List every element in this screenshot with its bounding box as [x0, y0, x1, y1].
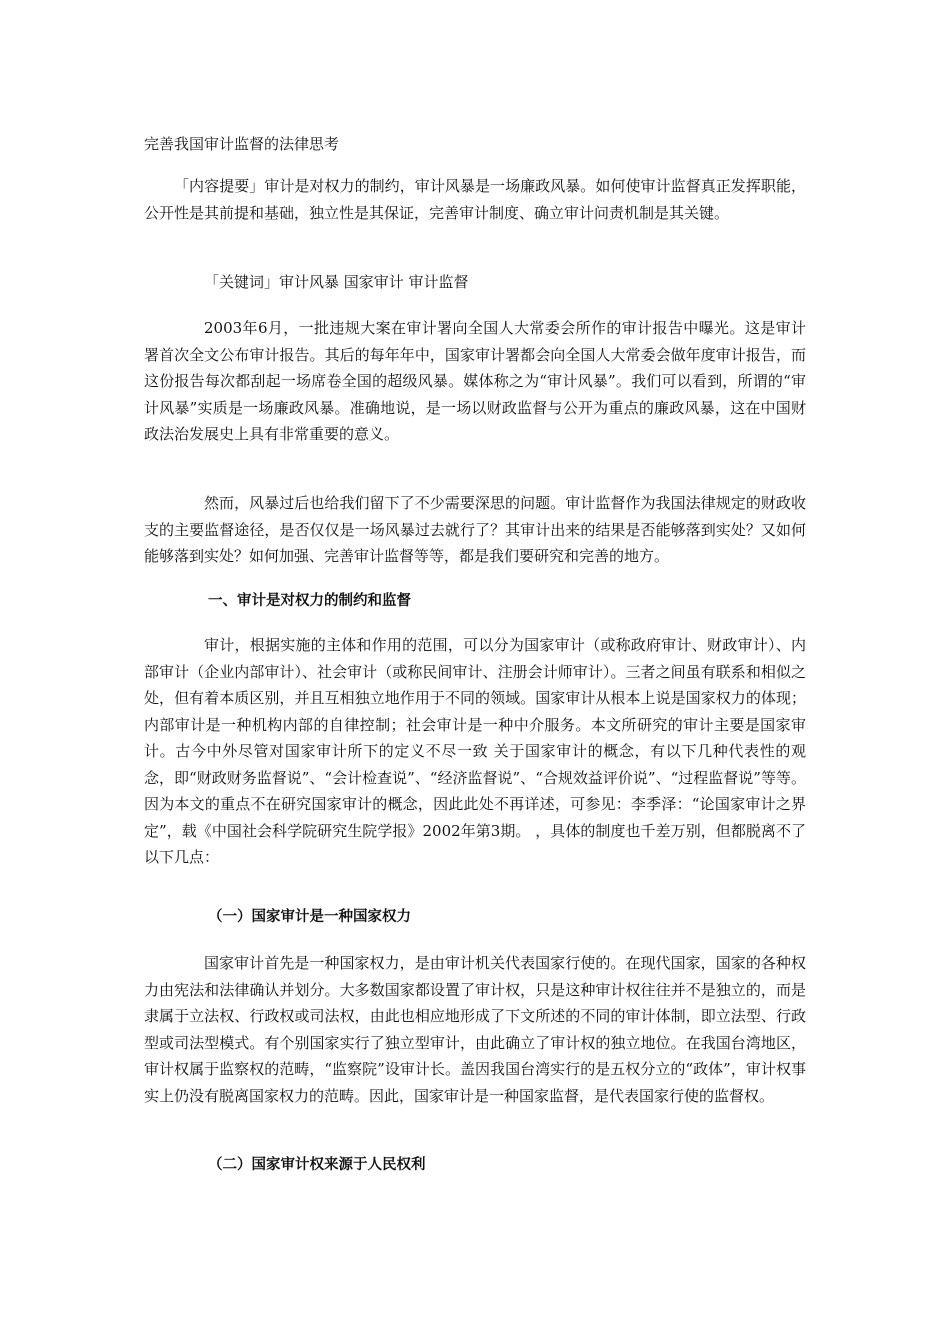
body-paragraph: 2003年6月，一批违规大案在审计署向全国人大常委会所作的审计报告中曝光。这是审计署首次全文公布审计报告。其后的每年年中，国家审计署都会向全国人大常委会做年度审计报告，而这份报告每次都刮起一场席卷全国的超级风暴。媒体称之为“审计风暴”。我们可以看到，所谓的“审计风暴”实质是一场廉政风暴。准确地说，是一场以财政监督与公开为重点的廉政风暴，这在中国财政法治发展史上具有非常重要的意义。: [144, 319, 806, 443]
document-title: 完善我国审计监督的法律思考: [144, 135, 340, 153]
abstract-paragraph: 「内容提要」审计是对权力的制约，审计风暴是一场廉政风暴。如何使审计监督真正发挥职能，公开性是其前提和基础，独立性是其保证，完善审计制度、确立审计问责机制是其关键。: [144, 177, 806, 222]
section-body-paragraph: 审计，根据实施的主体和作用的范围，可以分为国家审计（或称政府审计、财政审计）、内部审计（企业内部审计）、社会审计（或称民间审计、注册会计师审计）。三者之间虽有联系和相似之处，但有着本质区别，并且互相独立地作用于不同的领域。国家审计从根本上说是国家权力的体现；内部审计是一种机构内部的自律控制；社会审计是一种中介服务。本文所研究的审计主要是国家审计。古今中外尽管对国家审计所下的定义不尽一致 关于国家审计的概念，有以下几种代表性的观念，即“财政财务监督说”、“会计检查说”、“经济监督说”、“合规效益评价说”、“过程监督说”等等。因为本文的重点不在研究国家审计的概念，因此此处不再详述，可参见：李季泽：“论国家审计之界定”，载《中国社会科学院研究生院学报》2002年第3期。 ，具体的制度也千差万别，但都脱离不了以下几点：: [144, 636, 806, 866]
section-heading: 一、审计是对权力的制约和监督: [208, 593, 411, 609]
subsection-body-paragraph: 国家审计首先是一种国家权力，是由审计机关代表国家行使的。在现代国家，国家的各种权力由宪法和法律确认并划分。大多数国家都设置了审计权，只是这种审计权往往并不是独立的，而是隶属于立法权、行政权或司法权，由此也相应地形成了下文所述的不同的审计体制，即立法型、行政型或司法型模式。有个别国家实行了独立型审计，由此确立了审计权的独立地位。在我国台湾地区，审计权属于监察权的范畴，“监察院”设审计长。盖因我国台湾实行的是五权分立的“政体”，审计权事实上仍没有脱离国家权力的范畴。因此，国家审计是一种国家监督，是代表国家行使的监督权。: [144, 954, 806, 1105]
body-paragraph: 然而，风暴过后也给我们留下了不少需要深思的问题。审计监督作为我国法律规定的财政收支的主要监督途径，是否仅仅是一场风暴过去就行了？其审计出来的结果是否能够落到实处？又如何能够落到实处？如何加强、完善审计监督等等，都是我们要研究和完善的地方。: [144, 494, 806, 565]
keywords-paragraph: 「关键词」审计风暴 国家审计 审计监督: [204, 273, 469, 291]
subsection-heading: （一）国家审计是一种国家权力: [208, 909, 411, 925]
subsection-heading: （二）国家审计权来源于人民权利: [208, 1157, 426, 1173]
